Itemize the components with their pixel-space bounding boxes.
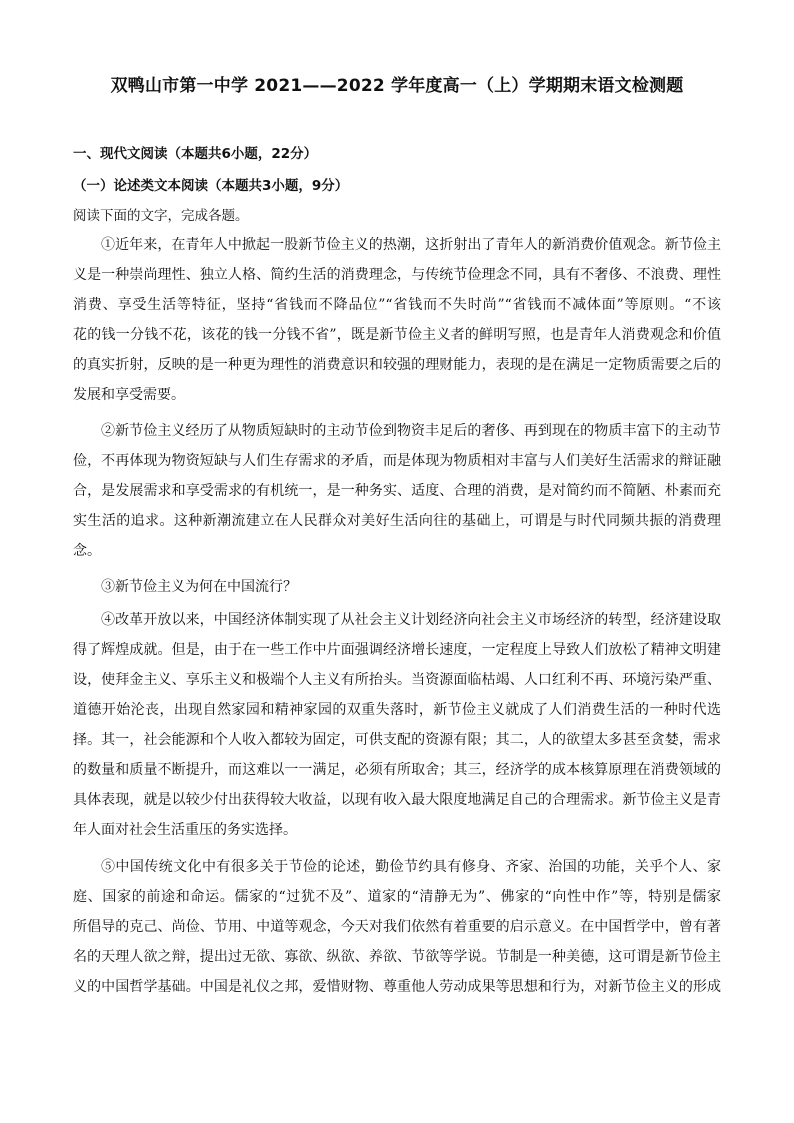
- paragraph-line: 义的中国哲学基础。中国是礼仪之邦，爱惜财物、尊重他人劳动成果等思想和行为，对新节俭主义的形成: [73, 979, 721, 995]
- paragraph-line: 合，是发展需求和享受需求的有机统一，是一种务实、适度、合理的消费，是对简约而不简陋、朴素而充: [73, 483, 721, 499]
- paragraph-line: ⑤中国传统文化中有很多关于节俭的论述，勤俭节约具有修身、齐家、治国的功能，关乎个人、家: [101, 859, 721, 875]
- paragraph-line: 俭，不再体现为物资短缺与人们生存需求的矛盾，而是体现为物质相对丰富与人们美好生活需求的辩证融: [73, 453, 721, 469]
- paragraph-line: 花的钱一分钱不花，该花的钱一分钱不省”，既是新节俭主义者的鲜明写照，也是青年人消费观念和价值: [73, 327, 721, 343]
- section-heading: 一、现代文阅读（本题共6小题，22分）: [73, 146, 318, 162]
- paragraph-line: 设，使拜金主义、享乐主义和极端个人主义有所抬头。当资源面临枯竭、人口红利不再、环境污染严重、: [73, 672, 721, 688]
- paragraph-line: 所倡导的克己、尚俭、节用、中道等观念，今天对我们依然有着重要的启示意义。在中国哲学中，曾有著: [73, 919, 721, 935]
- subsection-heading: （一）论述类文本阅读（本题共3小题，9分）: [73, 178, 349, 194]
- paragraph-line: 择。其一，社会能源和个人收入都较为固定，可供支配的资源有限；其二，人的欲望太多甚至贪婪，需求: [73, 732, 721, 748]
- paragraph-line: 庭、国家的前途和命运。儒家的“过犹不及”、道家的“清静无为”、佛家的“向性中作”等，特别是儒家: [73, 889, 721, 905]
- paragraph-line: 具体表现，就是以较少付出获得较大收益，以现有收入最大限度地满足自己的合理需求。新节俭主义是青: [73, 792, 721, 808]
- paragraph-line: 得了辉煌成就。但是，由于在一些工作中片面强调经济增长速度，一定程度上导致人们放松了精神文明建: [73, 642, 721, 658]
- paragraph-line: ③新节俭主义为何在中国流行？: [101, 579, 297, 595]
- paragraph-line: 道德开始沦丧，出现自然家园和精神家园的双重失落时，新节俭主义就成了人们消费生活的一种时代选: [73, 702, 721, 718]
- paragraph-line: ①近年来，在青年人中掀起一股新节俭主义的热潮，这折射出了青年人的新消费价值观念。新节俭主: [101, 237, 721, 253]
- paragraph-line: ④改革开放以来，中国经济体制实现了从社会主义计划经济向社会主义市场经济的转型，经济建设取: [101, 612, 721, 628]
- paragraph-line: 名的天理人欲之辩，提出过无欲、寡欲、纵欲、养欲、节欲等学说。节制是一种美德，这可谓是新节俭主: [73, 949, 721, 965]
- paragraph-line: 消费、享受生活等特征，坚持“省钱而不降品位”“省钱而不失时尚”“省钱而不减体面”等原则。“不该: [73, 297, 721, 313]
- paragraph-line: 实生活的追求。这种新潮流建立在人民群众对美好生活向往的基础上，可谓是与时代同频共振的消费理: [73, 513, 721, 529]
- paragraph-line: 义是一种崇尚理性、独立人格、简约生活的消费理念，与传统节俭理念不同，具有不奢侈、不浪费、理性: [73, 267, 721, 283]
- instruction-text: 阅读下面的文字，完成各题。: [73, 208, 249, 224]
- paragraph-line: 发展和享受需要。: [73, 387, 185, 403]
- page-title: 双鸭山市第一中学 2021——2022 学年度高一（上）学期期末语文检测题: [110, 76, 684, 96]
- paragraph-line: 的真实折射，反映的是一种更为理性的消费意识和较强的理财能力，表现的是在满足一定物质需要之后的: [73, 357, 721, 373]
- paragraph-line: 的数量和质量不断提升，而这难以一一满足，必须有所取舍；其三，经济学的成本核算原理在消费领域的: [73, 762, 721, 778]
- paragraph-line: 念。: [73, 543, 101, 559]
- paragraph-line: 年人面对社会生活重压的务实选择。: [73, 822, 297, 838]
- paragraph-line: ②新节俭主义经历了从物质短缺时的主动节俭到物资丰足后的奢侈、再到现在的物质丰富下的主动节: [101, 423, 721, 439]
